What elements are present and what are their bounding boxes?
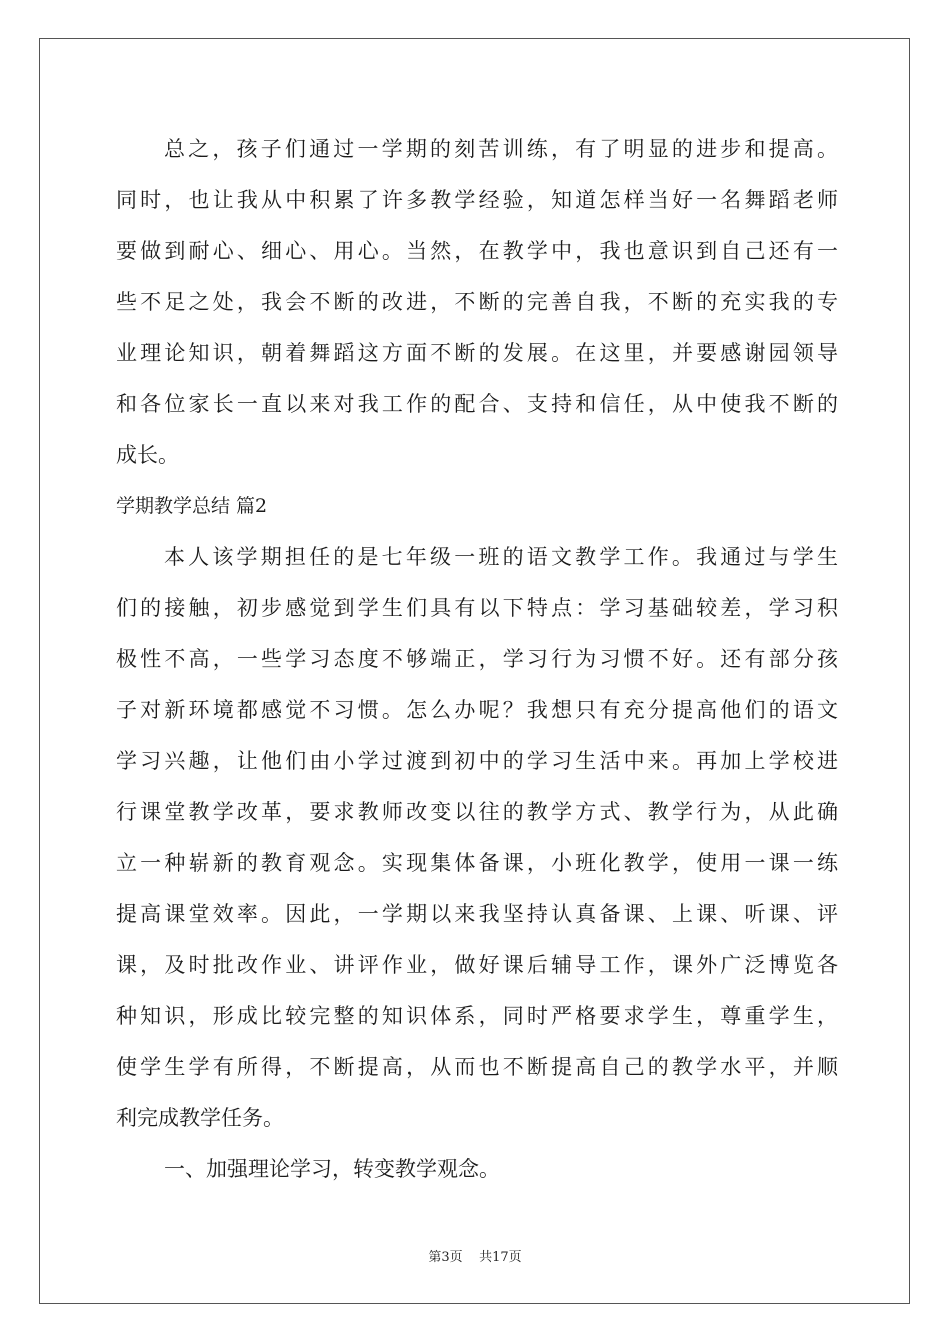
text-line: 子对新环境都感觉不习惯。怎么办呢？我想只有充分提高他们的语文 [116, 698, 838, 722]
text-line: 立一种崭新的教育观念。实现集体备课，小班化教学，使用一课一练 [116, 851, 838, 875]
text-line: 同时，也让我从中积累了许多教学经验，知道怎样当好一名舞蹈老师 [116, 188, 838, 212]
text-line: 提高课堂效率。因此，一学期以来我坚持认真备课、上课、听课、评 [116, 902, 838, 926]
document-body [116, 124, 838, 1195]
page-total: 共17页 [479, 1250, 522, 1265]
text-line: 和各位家长一直以来对我工作的配合、支持和信任，从中使我不断的 [116, 392, 838, 416]
text-line: 种知识，形成比较完整的知识体系，同时严格要求学生，尊重学生， [116, 1004, 838, 1028]
text-line: 业理论知识，朝着舞蹈这方面不断的发展。在这里，并要感谢园领导 [116, 341, 838, 365]
text-line: 使学生学有所得，不断提高，从而也不断提高自己的教学水平，并顺 [116, 1055, 838, 1079]
page-number: 第3页 [428, 1250, 463, 1265]
text-line: 极性不高，一些学习态度不够端正，学习行为习惯不好。还有部分孩 [116, 647, 838, 671]
text-line: 一、加强理论学习，转变教学观念。 [164, 1157, 500, 1181]
text-line: 总之，孩子们通过一学期的刻苦训练，有了明显的进步和提高。 [164, 137, 838, 161]
text-line: 本人该学期担任的是七年级一班的语文教学工作。我通过与学生 [164, 545, 838, 569]
page-footer [0, 1246, 950, 1265]
text-line: 们的接触，初步感觉到学生们具有以下特点：学习基础较差，学习积 [116, 596, 838, 620]
text-line: 学习兴趣，让他们由小学过渡到初中的学习生活中来。再加上学校进 [116, 749, 838, 773]
text-line: 课，及时批改作业、讲评作业，做好课后辅导工作，课外广泛博览各 [116, 953, 838, 977]
footer-spacer [463, 1250, 480, 1265]
text-line: 利完成教学任务。 [116, 1106, 284, 1130]
paragraph-1 [116, 124, 838, 481]
text-line: 行课堂教学改革，要求教师改变以往的教学方式、教学行为，从此确 [116, 800, 838, 824]
paragraph-2 [116, 532, 838, 1144]
text-line: 成长。 [116, 443, 179, 467]
paragraph-3 [116, 1144, 838, 1195]
section-heading: 学期教学总结 篇2 [116, 495, 268, 517]
text-line: 要做到耐心、细心、用心。当然，在教学中，我也意识到自己还有一 [116, 239, 838, 263]
text-line: 些不足之处，我会不断的改进，不断的完善自我，不断的充实我的专 [116, 290, 838, 314]
